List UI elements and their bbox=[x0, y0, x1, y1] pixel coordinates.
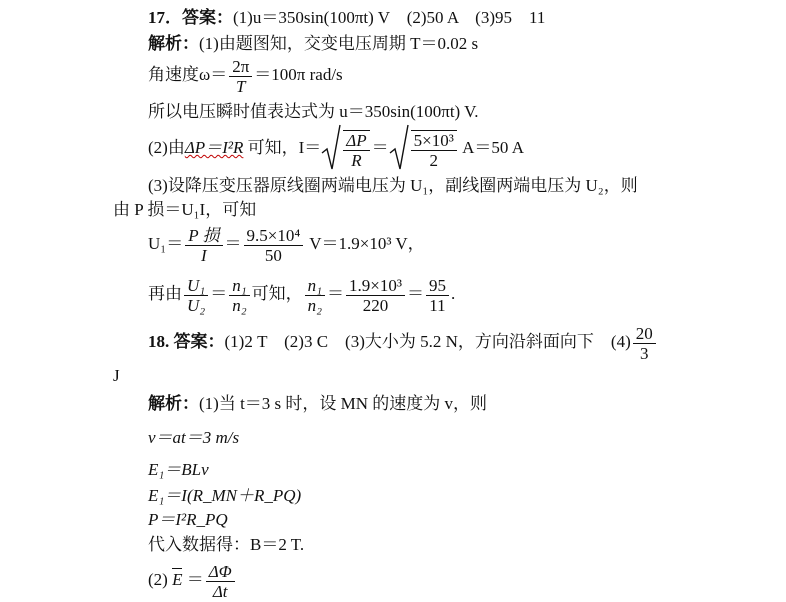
q18-eq-v-text: v＝at＝3 m/s bbox=[148, 428, 240, 447]
q17-ratio-f1-den: U₂ bbox=[187, 295, 206, 315]
q17-u1-suffix: V＝1.9×10³ V， bbox=[305, 234, 425, 253]
q18-eq-p bbox=[148, 510, 228, 530]
q17-omega-suffix: ＝100π rad/s bbox=[254, 65, 343, 84]
q18-eq-b-text: 代入数据得：B＝2 T. bbox=[148, 535, 305, 554]
q18-analysis-line1 bbox=[148, 394, 487, 414]
q17-ratio-f5-den: 11 bbox=[429, 295, 446, 315]
q18-eq2-fraction bbox=[206, 562, 235, 601]
q17-answer-lead: 17．答案： bbox=[148, 8, 233, 27]
q17-analysis-line1 bbox=[148, 34, 478, 54]
q18-eq2-lhs: E bbox=[172, 570, 183, 589]
q18-eq2-line bbox=[148, 558, 237, 602]
q18-unit-line bbox=[113, 366, 120, 386]
q17-line4 bbox=[113, 200, 256, 220]
q18-eq2-eq: ＝ bbox=[182, 570, 204, 589]
q17-answer-line bbox=[148, 8, 545, 28]
q17-frac-b bbox=[411, 130, 457, 170]
q18-unit-j: J bbox=[113, 366, 120, 385]
q18-answer-line bbox=[148, 320, 658, 364]
q17-ratio-f4-num: 1.9×10³ bbox=[346, 276, 405, 296]
q17-line4-text: 由 P 损＝U₁I，可知 bbox=[113, 200, 257, 219]
q17-u1-frac2-num: 9.5×10⁴ bbox=[244, 226, 304, 246]
q17-ratio-f3-den: n₂ bbox=[307, 295, 323, 315]
q17-u1-prefix: U₁＝ bbox=[148, 234, 184, 253]
q17-omega-fraction bbox=[229, 57, 252, 96]
q17-ratio-f4-den: 220 bbox=[362, 295, 389, 315]
q17-expression-line bbox=[148, 102, 479, 122]
q17-ratio-line: 再由 $\frac{\text{U₁}}{\text{U₂}}$ ＝ $\frac{\text{n₁}}{\text{n₂}}$ 可知， $\frac{\text{n₁}}{\text{n₂}}$ ＝ $\frac{\text{1.9×10³}}{220}$ ＝ $\frac{95}{11}$ . bbox=[148, 275, 456, 315]
q18-ans4-den: 3 bbox=[639, 343, 649, 363]
q17-frac-a-den: R bbox=[351, 151, 362, 171]
q17-ratio-end: . bbox=[450, 284, 456, 303]
q18-eq2-prefix: (2) bbox=[148, 570, 173, 589]
q17-u1-line: U₁＝ $\frac{\text{P 损}}{I}$ ＝ $\frac{\text{9.5×10⁴}}{50}$ V＝1.9×10³ V， bbox=[148, 225, 425, 265]
q17-line3-text: (3)设降压变压器原线圈两端电压为 U₁，副线圈两端电压为 U₂，则 bbox=[148, 176, 638, 195]
q17-ratio-f5-num: 95 bbox=[426, 276, 449, 296]
q17-u1-frac1 bbox=[185, 226, 222, 265]
radical-sign-icon bbox=[389, 123, 409, 173]
q17-ratio-f2-num: n₁ bbox=[229, 276, 249, 296]
q17-ratio-f1-num: U₁ bbox=[184, 276, 208, 296]
q17-u1-frac2 bbox=[244, 226, 304, 265]
q17-ratio-f2-den: n₂ bbox=[232, 295, 247, 315]
q17-sqrt-b bbox=[389, 127, 459, 171]
q18-answer-lead: 18. 答案： bbox=[148, 332, 225, 351]
q18-ans4-fraction bbox=[633, 324, 656, 363]
q17-ratio-f4 bbox=[346, 276, 405, 315]
q18-eq-e1b bbox=[148, 486, 301, 506]
q17-frac-b-num: 5×10³ bbox=[411, 131, 457, 151]
q17-frac-a-num: ΔP bbox=[343, 131, 369, 151]
q17-line2: (2)由ΔP＝I²R 可知，I＝ $\frac{\Delta P}{R}$ ＝ $\frac{\text{5×10³}}{2}$ A＝50 A bbox=[148, 126, 524, 171]
q18-eq-e1b-text: E₁＝I(R_MN＋R_PQ) bbox=[148, 486, 302, 505]
q17-answer-body: (1)u＝350sin(100πt) V (2)50 A (3)95 11 bbox=[233, 8, 546, 27]
q17-omega-num: 2π bbox=[229, 57, 252, 77]
q17-sqrt-a bbox=[321, 127, 371, 171]
q17-ratio-f1 bbox=[184, 276, 208, 315]
q17-ratio-f3-num: n₁ bbox=[305, 276, 325, 296]
q17-omega-den: T bbox=[236, 76, 246, 96]
q18-analysis-text1: (1)当 t＝3 s 时，设 MN 的速度为 v，则 bbox=[199, 394, 488, 413]
q17-u1-frac2-den: 50 bbox=[264, 245, 282, 265]
q17-omega-line bbox=[148, 56, 343, 96]
q17-u1-frac1-num: P 损 bbox=[185, 226, 222, 246]
q17-analysis-text1: (1)由题图知，交变电压周期 T＝0.02 s bbox=[199, 34, 479, 53]
q17-line2-suffix: A＝50 A bbox=[458, 138, 525, 157]
q17-line3 bbox=[148, 176, 638, 196]
q18-eq-e1 bbox=[148, 460, 209, 480]
q17-analysis-lead: 解析： bbox=[148, 34, 199, 53]
q18-analysis-lead: 解析： bbox=[148, 394, 199, 413]
q17-ratio-mid: 可知， bbox=[251, 284, 303, 303]
q18-eq-b bbox=[148, 535, 304, 555]
radical-sign-icon bbox=[321, 123, 341, 173]
q18-eq-v bbox=[148, 428, 239, 448]
q17-frac-b-den: 2 bbox=[429, 151, 438, 171]
q17-ratio-f2 bbox=[229, 276, 249, 315]
q18-ans4-num: 20 bbox=[633, 324, 656, 344]
q17-line2-mid: 可知，I＝ bbox=[243, 138, 322, 157]
q17-u1-frac1-den: I bbox=[201, 245, 207, 265]
q18-eq-p-text: P＝I²R_PQ bbox=[148, 510, 228, 529]
q17-ratio-f5 bbox=[426, 276, 449, 315]
q18-eq-e1-text: E₁＝BLv bbox=[148, 460, 209, 479]
q17-frac-a bbox=[343, 130, 369, 170]
q17-expression: 所以电压瞬时值表达式为 u＝350sin(100πt) V. bbox=[148, 102, 479, 121]
q18-eq2-num: ΔΦ bbox=[206, 562, 235, 582]
q18-eq2-den: Δt bbox=[212, 581, 228, 601]
q17-omega-prefix: 角速度ω＝ bbox=[148, 65, 228, 84]
q17-ratio-f3 bbox=[305, 276, 325, 315]
q17-ratio-prefix: 再由 bbox=[148, 284, 182, 303]
q17-line2-formula: ΔP＝I²R bbox=[184, 138, 244, 157]
q18-answer-body: (1)2 T (2)3 C (3)大小为 5.2 N，方向沿斜面向下 (4) bbox=[224, 332, 631, 351]
q17-line2-prefix: (2)由 bbox=[148, 138, 185, 157]
